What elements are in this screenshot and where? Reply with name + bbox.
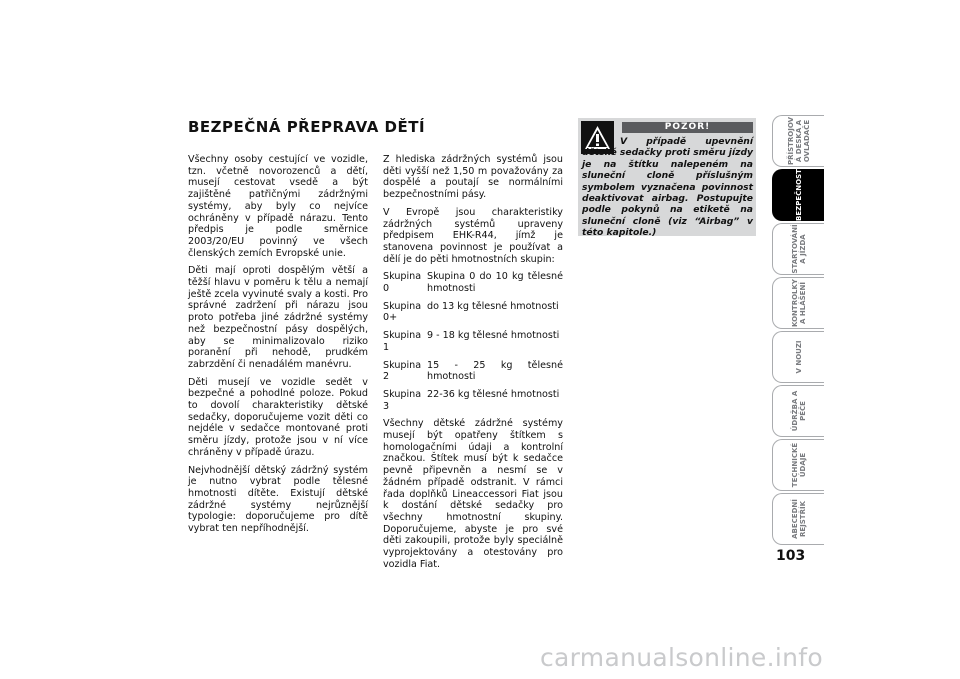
tab-udrzba[interactable]: [772, 385, 824, 437]
paragraph-closing: Všechny dětské zádržné systémy musejí být opatřeny štítkem s homologačními údaji a kontrolní značkou. Štítek musí být k sedačce pevně připevněn a nesmí se v žádném případě odstranit. V rámci řada doplňků Lineaccessori Fiat jsou k dostání dětské sedačky pro všechny hmotnostní skupiny. Doporučujeme, abyste je pro své děti zakoupili, protože byly speciálně vyprojektovány a otestovány pro vozidla Fiat.: [383, 418, 563, 570]
page-number: 103: [776, 548, 806, 564]
tab-abecedni-rejstrik[interactable]: [772, 493, 824, 545]
tab-technicke-udaje[interactable]: [772, 439, 824, 491]
weight-group-name: Skupina 1: [383, 330, 422, 353]
tab-startovani[interactable]: [772, 223, 824, 275]
tab-label: TECHNICKÉ ÚDAJE: [790, 442, 807, 488]
tab-label: BEZPEČNOST: [794, 169, 803, 221]
tab-label: ÚDRŽBA A PÉČE: [790, 390, 807, 432]
weight-group-name: Skupina 2: [383, 359, 422, 383]
tab-bezpecnost[interactable]: [772, 169, 824, 221]
warning-text: V případě upevnění dětské sedačky proti směru jízdy je na štítku nalepeném na sluneční cloně příslušným symbolem vyznačena povinnost deaktivovat airbag. Postupujte podle pokynů na etiketě na sluneční cloně (viz “Airbag” v této kapitole.): [582, 136, 754, 239]
weight-group-row: [383, 301, 563, 324]
paragraph: Děti mají oproti dospělým větší a těžší hlavu v poměru k tělu a nemají ještě zcela vyvinuté svaly a kosti. Pro správné zadržení při nárazu jsou proto potřeba jiné zádržné systémy než bezpečnostní pásy dospělých, aby se minimalizovalo riziko poranění při nehodě, prudkém zabrzdění či nenadálém manévru.: [188, 265, 368, 370]
weight-group-row: [383, 271, 563, 294]
tab-label: ABECEDNÍ REJSTŘÍK: [790, 499, 807, 539]
weight-group-name: Skupina 0+: [383, 300, 422, 324]
warning-box: [578, 118, 756, 239]
weight-group-row: [383, 330, 563, 353]
paragraph: Nejvhodnější dětský zádržný systém je nutno vybrat podle tělesné hmotnosti dítěte. Existují dětské zádržné systémy nejrůznější typologie: doporučujeme pro dítě vybrat ten nepříhodnější.: [188, 464, 368, 535]
weight-group-desc: 9 - 18 kg tělesné hmotnosti: [427, 330, 560, 342]
page-title: BEZPEČNÁ PŘEPRAVA DĚTÍ: [188, 118, 426, 136]
weight-group-desc: 15 - 25 kg tělesné hmotnosti: [427, 359, 563, 383]
warning-header: POZOR!: [622, 122, 753, 133]
text-column-middle: [383, 154, 563, 577]
weight-group-row: [383, 360, 563, 383]
weight-group-desc: do 13 kg tělesné hmotnosti: [427, 300, 559, 312]
tab-pristrojova-deska[interactable]: [772, 115, 824, 167]
paragraph: Děti musejí ve vozidle sedět v bezpečné a pohodlné poloze. Pokud to dovolí charakteristiky dětské sedačky, doporučujeme vozit děti co nejdéle v sedačce montované proti směru jízdy, protože jsou v ní více chráněny v případě úrazu.: [188, 376, 368, 458]
weight-group-row: [383, 389, 563, 412]
tab-label: KONTROLKY A HLÁŠENÍ: [790, 279, 807, 327]
tab-label: V NOUZI: [794, 340, 803, 374]
paragraph-europe: V Evropě jsou charakteristiky zádržných systémů upraveny předpisem EHK-R44, jímž je stanovena povinnost je používat a dělí je do pěti hmotnostních skupin:: [383, 206, 563, 265]
watermark: carmanualsonline.info: [540, 643, 823, 672]
text-column-left: [188, 154, 368, 541]
tab-label: PŘÍSTROJOV Á DESKA A OVLADAČE: [786, 116, 811, 166]
weight-group-desc: 22-36 kg tělesné hmotnosti: [427, 388, 560, 400]
weight-group-name: Skupina 3: [383, 388, 422, 412]
tab-kontrolky[interactable]: [772, 277, 824, 329]
weight-group-desc: Skupina 0 do 10 kg tělesné hmotnosti: [427, 271, 563, 295]
paragraph: Všechny osoby cestující ve vozidle, tzn. včetně novorozenců a dětí, musejí cestovat vsedě a být zajištěné patřičnými zádržnými systémy, aby byly co nejvíce ochráněny v případě nárazu. Tento předpis je podle směrnice 2003/20/EU povinný ve všech členských zemích Evropské unie.: [188, 154, 368, 259]
tab-label: STARTOVÁNÍ A JÍZDA: [790, 224, 807, 274]
tab-v-nouzi[interactable]: [772, 331, 824, 383]
weight-group-name: Skupina 0: [383, 271, 422, 295]
paragraph-intro: Z hlediska zádržných systémů jsou děti vyšší než 1,50 m považovány za dospělé a poutají se normálními bezpečnostními pásy.: [383, 154, 563, 201]
